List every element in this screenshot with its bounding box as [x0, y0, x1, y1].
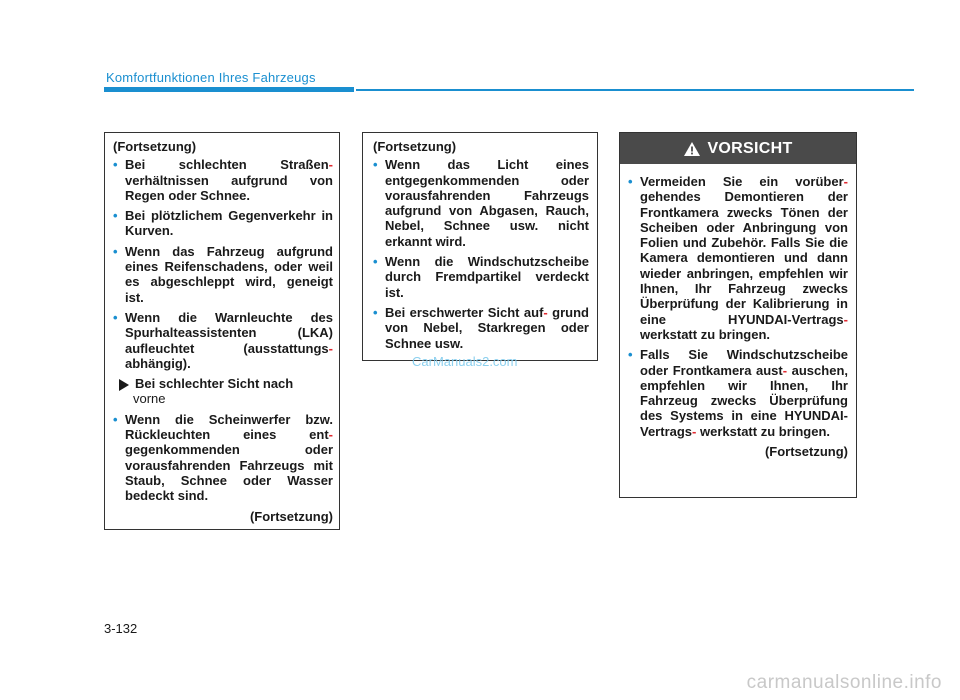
- item-text: Wenn die Warnleuchte des Spurhalteassistenten (LKA) aufleuchtet (ausstattungs: [125, 309, 333, 356]
- content-box-middle: [362, 132, 598, 361]
- header-rule-thick: [104, 87, 354, 92]
- bullet-icon: •: [373, 157, 378, 173]
- hyphen: -: [328, 157, 333, 173]
- hyphen: -: [328, 340, 333, 356]
- item-text: Wenn das Licht eines entgegenkommenden oder vorausfahrenden Fahrzeugs aufgrund von Abgasen, Rauch, Nebel, Schnee usw. nicht erkannt wird.: [385, 157, 589, 249]
- continued-label: (Fortsetzung): [113, 139, 197, 154]
- item-text: Wenn das Fahrzeug aufgrund eines Reifenschadens, oder weil es abgeschleppt wird, geneigt ist.: [125, 243, 333, 305]
- continued-label-bottom: (Fortsetzung): [764, 444, 848, 460]
- page-number: 3-132: [104, 621, 138, 636]
- list-item: [373, 157, 589, 249]
- item-text-end: werkstatt zu bringen.: [700, 423, 831, 439]
- hyphen: -: [692, 423, 697, 439]
- subheading-line1: Bei schlechter Sicht nach: [135, 376, 294, 392]
- warning-triangle-icon: [683, 141, 701, 157]
- bullet-icon: •: [113, 243, 118, 259]
- subheading-line2: vorne: [133, 391, 166, 407]
- item-text: Bei plötzlichem Gegenverkehr in Kurven.: [125, 208, 333, 239]
- section-title: Komfortfunktionen Ihres Fahrzeugs: [106, 70, 316, 85]
- caution-body: [620, 164, 856, 459]
- bullet-icon: •: [628, 174, 633, 189]
- bullet-icon: •: [113, 309, 118, 325]
- item-text: Bei erschwerter Sicht auf: [385, 304, 544, 320]
- caution-title: VORSICHT: [707, 139, 793, 157]
- hyphen: -: [328, 427, 333, 443]
- item-text: Wenn die Windschutzscheibe durch Fremdpartikel verdeckt ist.: [385, 254, 589, 300]
- item-text: Bei schlechten Straßen: [125, 157, 329, 173]
- hyphen: -: [843, 174, 848, 189]
- continued-label-bottom: (Fortsetzung): [249, 508, 333, 524]
- list-item: [113, 244, 333, 305]
- list-item: [113, 310, 333, 371]
- list-item: [113, 208, 333, 239]
- hyphen: -: [782, 362, 788, 378]
- content-box-left: [104, 132, 340, 530]
- bullet-icon: •: [113, 411, 118, 427]
- caution-header: [620, 133, 856, 164]
- item-text: Wenn die Scheinwerfer bzw. Rückleuchten eines ent: [125, 411, 333, 443]
- bullet-icon: •: [373, 304, 378, 320]
- bullet-icon: •: [628, 347, 633, 363]
- item-text-cont: verhältnissen aufgrund von Regen oder Schnee.: [125, 172, 333, 203]
- item-text-cont: gegenkommenden oder vorausfahrenden Fahrzeugs mit Staub, Schnee oder Wasser bedeckt sind.: [125, 442, 333, 504]
- footer-watermark: carmanualsonline.info: [746, 672, 942, 693]
- item-text: Vermeiden Sie ein vorüber: [640, 174, 844, 189]
- bullet-icon: •: [113, 208, 118, 224]
- hyphen: -: [843, 311, 848, 327]
- item-text-cont: auschen, empfehlen wir Ihnen, Ihr Fahrzeug zwecks Überprüfung des Systems in eine HYUNDAI-Vertrags: [640, 362, 848, 439]
- bullet-icon: •: [113, 157, 118, 173]
- list-item: [373, 254, 589, 300]
- continued-label: (Fortsetzung): [373, 139, 457, 154]
- item-text-end: werkstatt zu bringen.: [640, 326, 771, 342]
- item-text-cont: gehendes Demontieren der Frontkamera zwecks Tönen der Scheiben oder Anbringung von Folien und Zubehör. Falls Sie die Kamera demontieren und dann wieder anbringen, empfehlen wir Ihnen, Ihr Fahrzeug zwecks Überprüfung der Kalibrierung in eine HYUNDAI-Vertrags: [640, 189, 848, 327]
- list-item: [113, 412, 333, 504]
- arrow-right-icon: [119, 379, 129, 391]
- subheading: [113, 376, 333, 407]
- list-item: [628, 174, 848, 342]
- list-item: [113, 157, 333, 203]
- item-text: Falls Sie Windschutzscheibe oder Frontkamera aust: [640, 347, 848, 378]
- header-rule-thin: [356, 89, 914, 91]
- watermark-text: CarManuals2.com: [412, 354, 518, 369]
- bullet-icon: •: [373, 254, 378, 270]
- list-item: [373, 305, 589, 351]
- item-text-cont: grund von Nebel, Starkregen oder Schnee usw.: [385, 304, 589, 351]
- caution-box: [619, 132, 857, 498]
- hyphen: -: [543, 304, 548, 320]
- item-text-cont: abhängig).: [125, 355, 191, 371]
- list-item: [628, 347, 848, 439]
